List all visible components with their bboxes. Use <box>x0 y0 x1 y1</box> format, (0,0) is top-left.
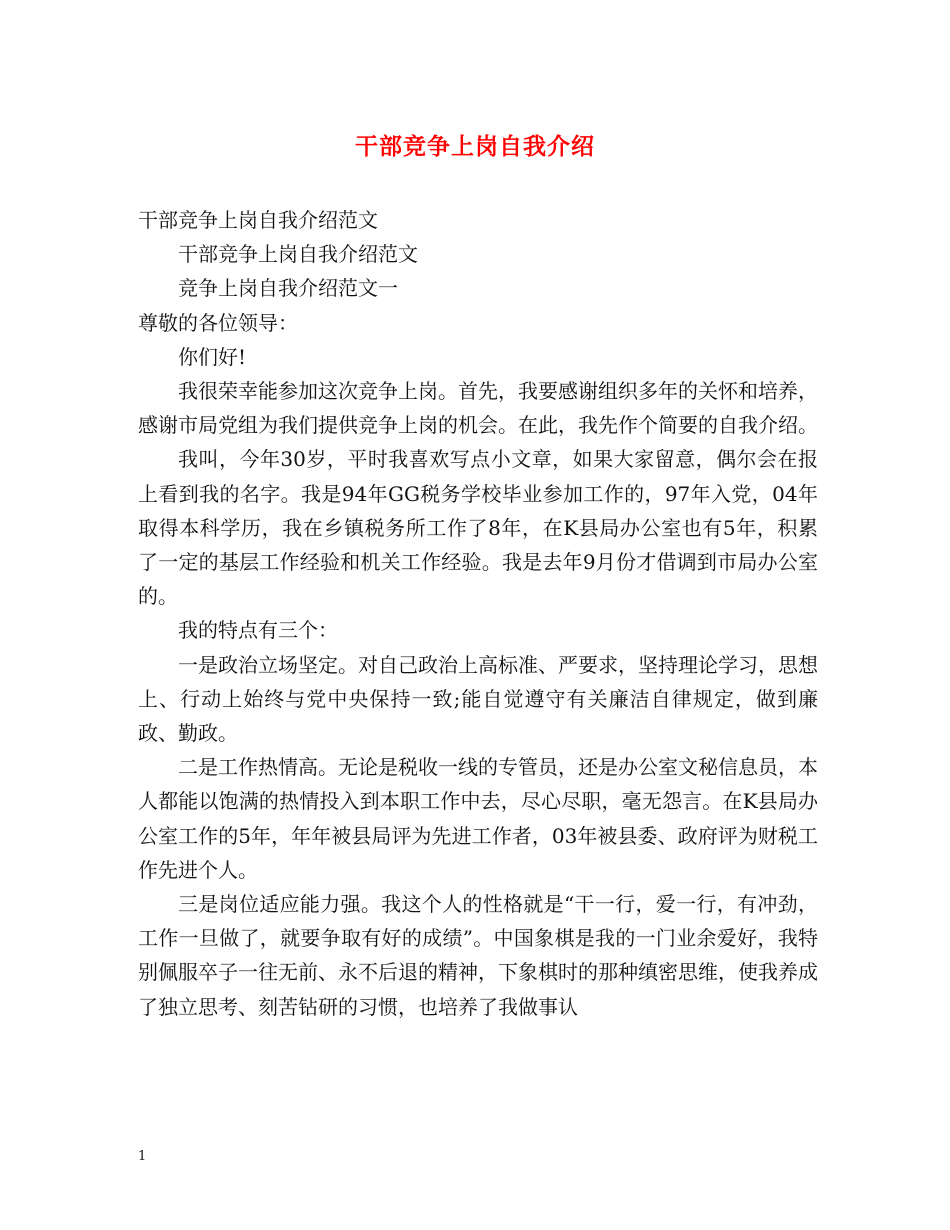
document-body <box>138 203 818 1024</box>
paragraph: 我很荣幸能参加这次竞争上岗。首先，我要感谢组织多年的关怀和培养，感谢市局党组为我们提供竞争上岗的机会。在此，我先作个简要的自我介绍。 <box>138 379 818 438</box>
paragraph: 二是工作热情高。无论是税收一线的专管员，还是办公室文秘信息员，本人都能以饱满的热情投入到本职工作中去，尽心尽职，毫无怨言。在K县局办公室工作的5年，年年被县局评为先进工作者，03年被县委、政府评为财税工作先进个人。 <box>138 755 818 882</box>
paragraph: 竞争上岗自我介绍范文一 <box>178 276 398 301</box>
paragraph: 你们好! <box>178 344 247 369</box>
page-number: 1 <box>138 1149 147 1164</box>
paragraph: 一是政治立场坚定。对自己政治上高标准、严要求，坚持理论学习，思想上、行动上始终与党中央保持一致;能自觉遵守有关廉洁自律规定，做到廉政、勤政。 <box>138 652 818 746</box>
paragraph: 我的特点有三个： <box>178 618 338 643</box>
document-title: 干部竞争上岗自我介绍 <box>355 133 595 160</box>
paragraph: 尊敬的各位领导： <box>138 310 298 335</box>
paragraph: 干部竞争上岗自我介绍范文 <box>138 208 378 232</box>
paragraph: 我叫，今年30岁，平时我喜欢写点小文章，如果大家留意，偶尔会在报上看到我的名字。我是94年GG税务学校毕业参加工作的，97年入党，04年取得本科学历，我在乡镇税务所工作了8年，在K县局办公室也有5年，积累了一定的基层工作经验和机关工作经验。我是去年9月份才借调到市局办公室的。 <box>138 447 818 609</box>
paragraph: 干部竞争上岗自我介绍范文 <box>178 242 418 267</box>
paragraph: 三是岗位适应能力强。我这个人的性格就是“干一行，爱一行，有冲劲，工作一旦做了，就要争取有好的成绩”。中国象棋是我的一门业余爱好，我特别佩服卒子一往无前、永不后退的精神，下象棋时的那种缜密思维，使我养成了独立思考、刻苦钻研的习惯，也培养了我做事认 <box>138 892 818 1019</box>
